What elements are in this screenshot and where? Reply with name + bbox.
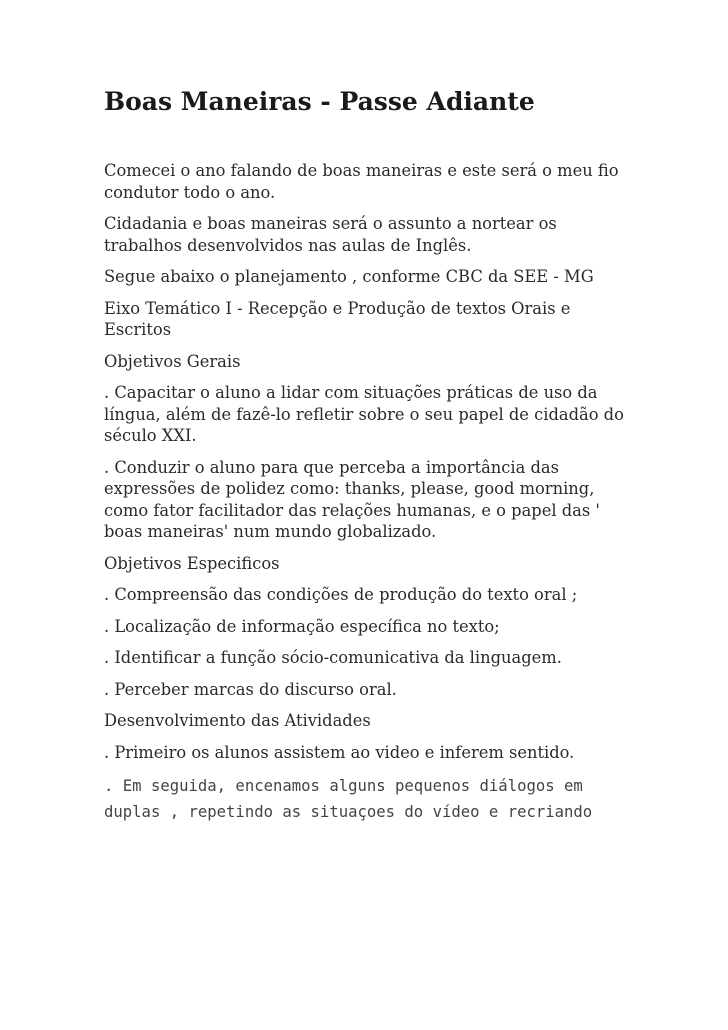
heading-specific-objectives: Objetivos Especificos: [104, 553, 280, 573]
document-page: [104, 84, 632, 835]
objective-item: . Localização de informação específica no texto;: [104, 616, 500, 636]
objective-item: . Perceber marcas do discurso oral.: [104, 679, 397, 699]
paragraph-citizenship: Cidadania e boas maneiras será o assunto a nortear os trabalhos desenvolvidos nas aulas de Inglês.: [104, 214, 557, 255]
document-title: Boas Maneiras - Passe Adiante: [104, 87, 535, 116]
paragraph-thematic-axis: Eixo Temático I - Recepção e Produção de textos Orais e Escritos: [104, 298, 571, 339]
paragraph-planning: Segue abaixo o planejamento , conforme CBC da SEE - MG: [104, 267, 594, 286]
activity-item: . Primeiro os alunos assistem ao video e inferem sentido.: [104, 742, 575, 762]
objective-item: . Compreensão das condições de produção do texto oral ;: [104, 585, 578, 604]
heading-activities: Desenvolvimento das Atividades: [104, 711, 371, 730]
activity-item: . Em seguida, encenamos alguns pequenos diálogos em duplas , repetindo as situaçoes do vídeo e recriando: [104, 777, 593, 821]
objective-item: . Capacitar o aluno a lidar com situações práticas de uso da língua, além de fazê-lo refletir sobre o seu papel de cidadão do século XXI.: [104, 383, 624, 445]
objective-item: . Conduzir o aluno para que perceba a importância das expressões de polidez como: thanks, please, good morning, como fator facilitador das relações humanas, e o papel das ' boas maneiras' num mundo globalizado.: [104, 457, 600, 541]
paragraph-intro: Comecei o ano falando de boas maneiras e este será o meu fio condutor todo o ano.: [104, 161, 619, 202]
objective-item: . Identificar a função sócio-comunicativa da linguagem.: [104, 648, 562, 667]
heading-general-objectives: Objetivos Gerais: [104, 351, 241, 371]
